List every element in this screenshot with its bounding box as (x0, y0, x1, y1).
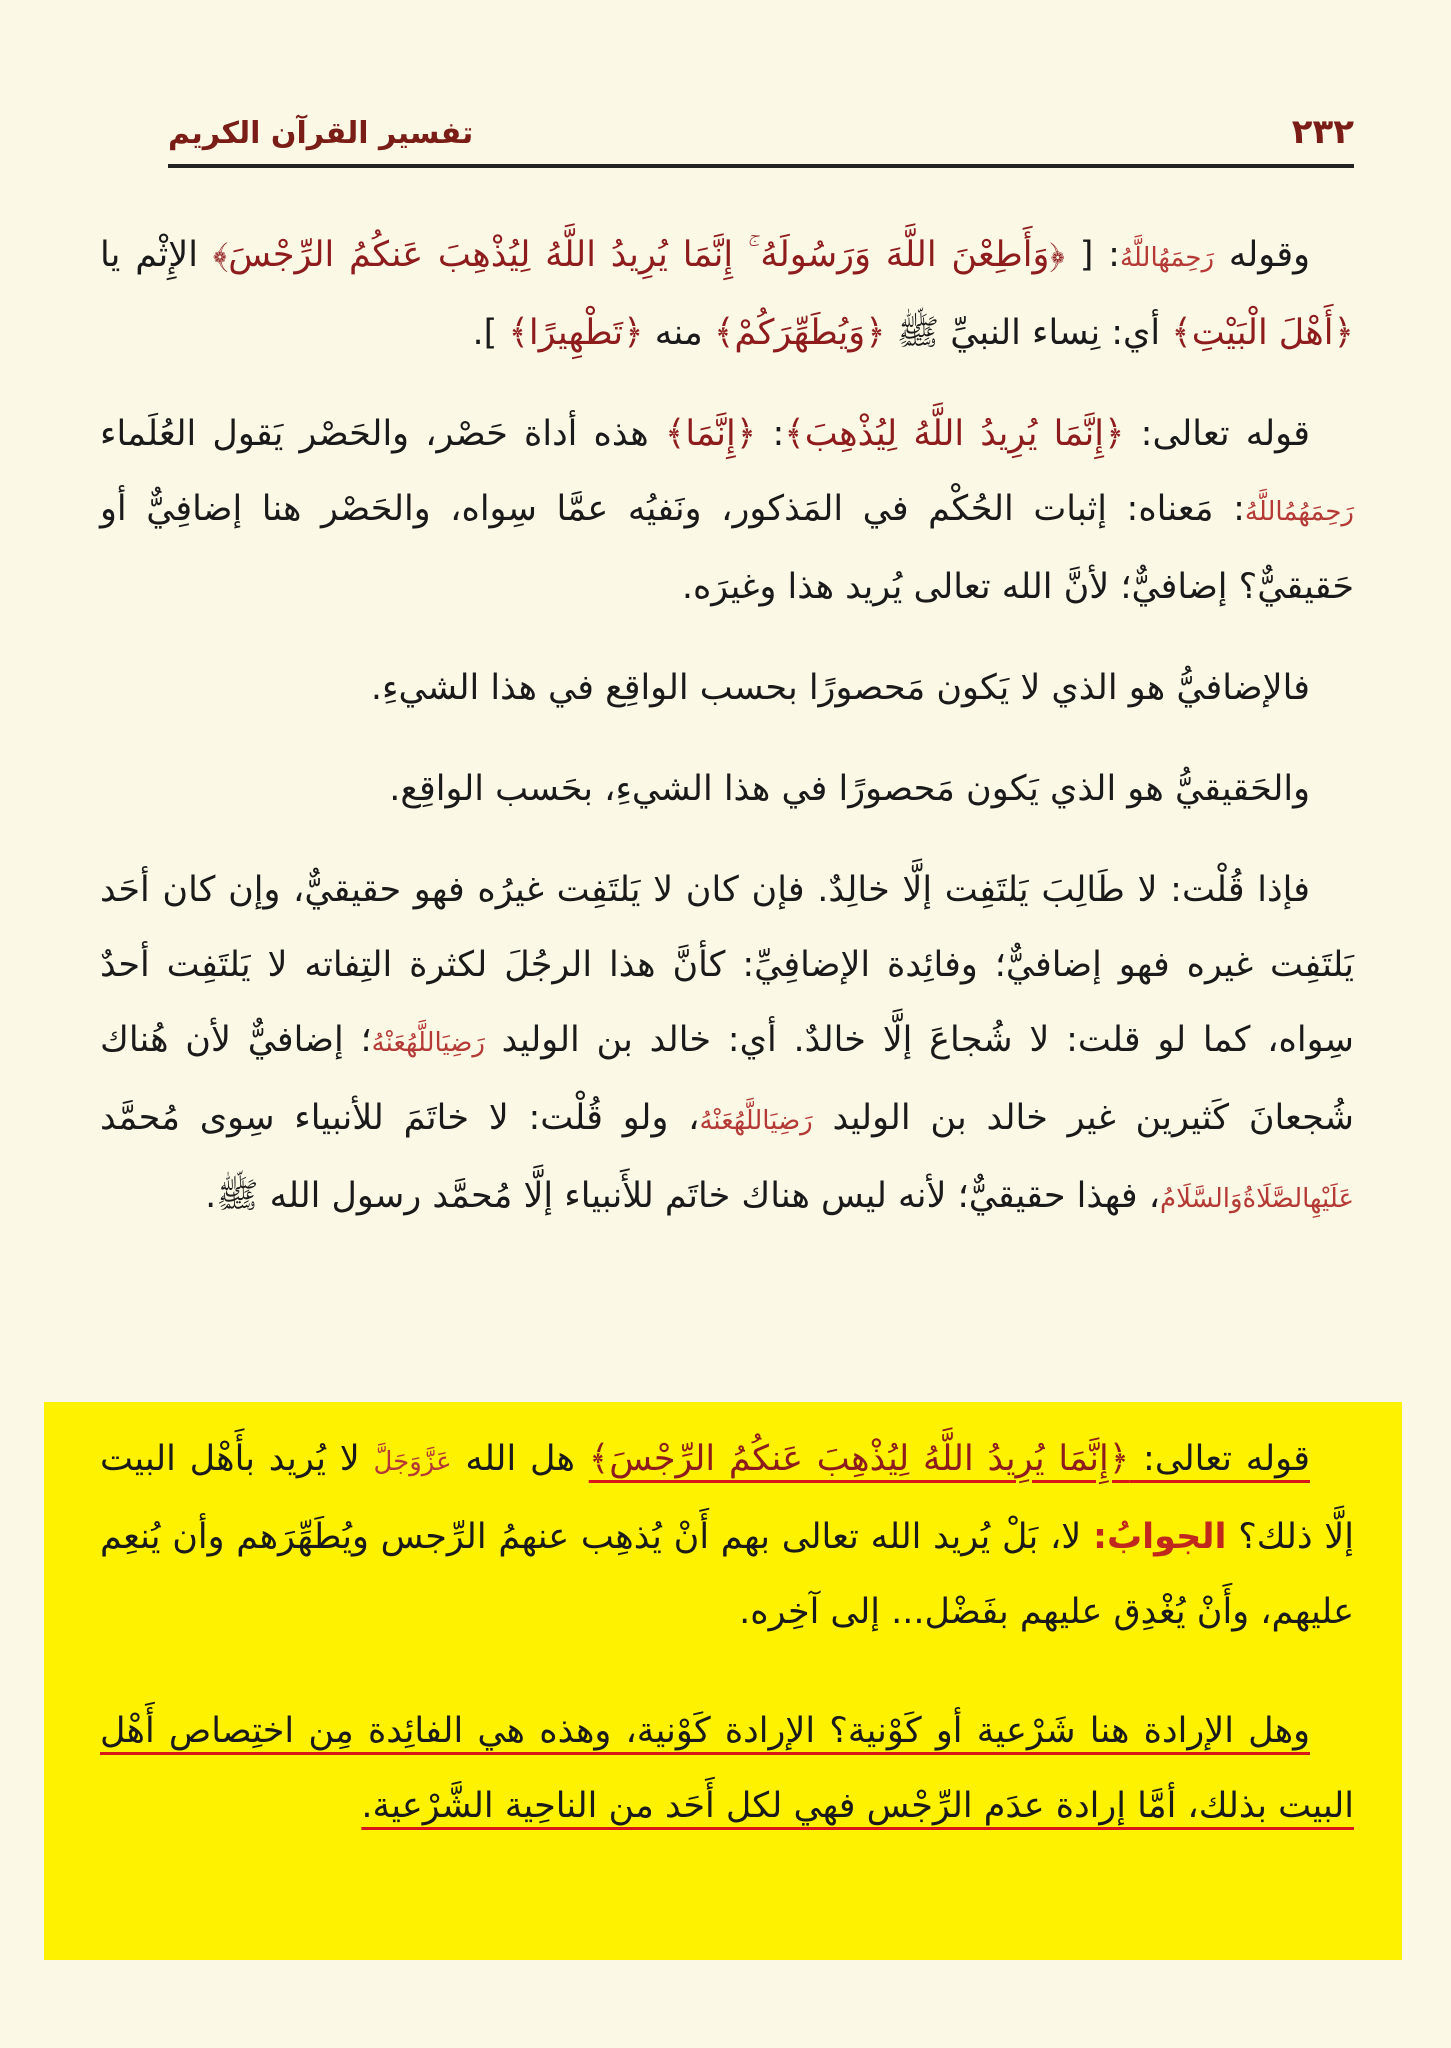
paragraph: قوله تعالى: ﴿إِنَّمَا يُرِيدُ اللَّهُ لِيُذْهِبَ عَنكُمُ الرِّجْسَ﴾ هل الله عَزَّوَجَلَّ لا يُريد بأَهْل البيت إلَّا ذلك؟ الجوابُ: لا، بَلْ يُريد الله تعالى بهم أَنْ يُذهِب عنهمُ الرِّجس ويُطَهِّرَهم وأن يُنعِم عليهم، وأَنْ يُغْدِق عليهم بفَضْل... إلى آخِره. (100, 1439, 1354, 1632)
page-number: ٢٣٢ (1291, 112, 1354, 152)
honorific: رَضِيَاللَّهُعَنْهُ (699, 1106, 813, 1136)
honorific: رَحِمَهُمُاللَّهُ (1244, 497, 1354, 527)
paragraph: وقوله رَحِمَهُاللَّهُ: [ ﴿وَأَطِعْنَ اللَّهَ وَرَسُولَهُ ۚ إِنَّمَا يُرِيدُ اللَّهُ لِيُذْهِبَ عَنكُمُ الرِّجْسَ﴾ الإِثْم يا ﴿أَهْلَ الْبَيْتِ﴾ أي: نِساء النبيِّ ﷺ ﴿وَيُطَهِّرَكُمْ﴾ منه ﴿تَطْهِيرًا﴾ ]. (100, 235, 1354, 353)
honorific: عَلَيْهِالصَّلَاةُوَالسَّلَامُ (1160, 1184, 1354, 1214)
paragraph: فالإضافيُّ هو الذي لا يَكون مَحصورًا بحسب الواقِع في هذا الشيءِ. (370, 668, 1310, 708)
quran-verse: ﴿أَهْلَ الْبَيْتِ﴾ (1171, 313, 1354, 353)
quran-verse: ﴿وَيُطَهِّرَكُمْ﴾ (713, 313, 886, 353)
quran-verse: ﴿وَأَطِعْنَ اللَّهَ وَرَسُولَهُ ۚ إِنَّمَا يُرِيدُ اللَّهُ لِيُذْهِبَ عَنكُمُ الرِّجْسَ﴾ (212, 235, 1065, 275)
quran-verse: ﴿إِنَّمَا يُرِيدُ اللَّهُ لِيُذْهِبَ عَنكُمُ الرِّجْسَ﴾ (588, 1439, 1130, 1479)
honorific: رَضِيَاللَّهُعَنْهُ (371, 1028, 485, 1058)
answer-label: الجوابُ: (1093, 1517, 1227, 1557)
paragraph: قوله تعالى: ﴿إِنَّمَا يُرِيدُ اللَّهُ لِيُذْهِبَ﴾: ﴿إِنَّمَا﴾ هذه أداة حَصْر، والحَصْر يَقول العُلَماء رَحِمَهُمُاللَّهُ: مَعناه: إثبات الحُكْم في المَذكور، ونَفيُه عمَّا سِواه، والحَصْر هنا إضافِيٌّ أو حَقيقيٌّ؟ إضافيٌّ؛ لأنَّ الله تعالى يُريد هذا وغيرَه. (100, 414, 1354, 607)
main-text (100, 218, 1354, 1263)
paragraph: والحَقيقيُّ هو الذي يَكون مَحصورًا في هذا الشيءِ، بحَسب الواقِع. (389, 769, 1310, 809)
quran-verse: ﴿إِنَّمَا﴾ (664, 414, 757, 454)
highlighted-text (100, 1422, 1354, 1888)
honorific: عَزَّوَجَلَّ (373, 1447, 452, 1477)
paragraph: فإذا قُلْت: لا طَالِبَ يَلتَفِت إلَّا خالِدٌ. فإن كان لا يَلتَفِت غيرُه فهو حقيقيٌّ، وإن كان أحَد يَلتَفِت غيره فهو إضافيٌّ؛ وفائِدة الإضافِيِّ: كأنَّ هذا الرجُلَ لكثرة التِفاته لا يَلتَفِت أحدٌ سِواه، كما لو قلت: لا شُجاعَ إلَّا خالدٌ. أي: خالد بن الوليد رَضِيَاللَّهُعَنْهُ؛ إضافيٌّ لأن هُناك شُجعانَ كَثيرين غير خالد بن الوليد رَضِيَاللَّهُعَنْهُ، ولو قُلْت: لا خاتَمَ للأنبياء سِوى مُحمَّد عَلَيْهِالصَّلَاةُوَالسَّلَامُ، فهذا حقيقيٌّ؛ لأنه ليس هناك خاتَم للأَنبياء إلَّا مُحمَّد رسول الله ﷺ. (100, 870, 1354, 1216)
quran-verse: ﴿إِنَّمَا يُرِيدُ اللَّهُ لِيُذْهِبَ﴾ (784, 414, 1125, 454)
quran-verse: ﴿تَطْهِيرًا﴾ (508, 313, 644, 353)
page-header (168, 108, 1354, 168)
book-title: تفسير القرآن الكريم (168, 116, 474, 151)
paragraph: وهل الإرادة هنا شَرْعية أو كَوْنية؟ الإرادة كَوْنية، وهذه هي الفائِدة مِن اختِصاص أَهْل البيت بذلك، أمَّا إرادة عدَم الرِّجْس فهي لكل أَحَد من الناحِية الشَّرْعية. (100, 1711, 1354, 1826)
honorific: رَحِمَهُاللَّهُ (1119, 243, 1215, 273)
